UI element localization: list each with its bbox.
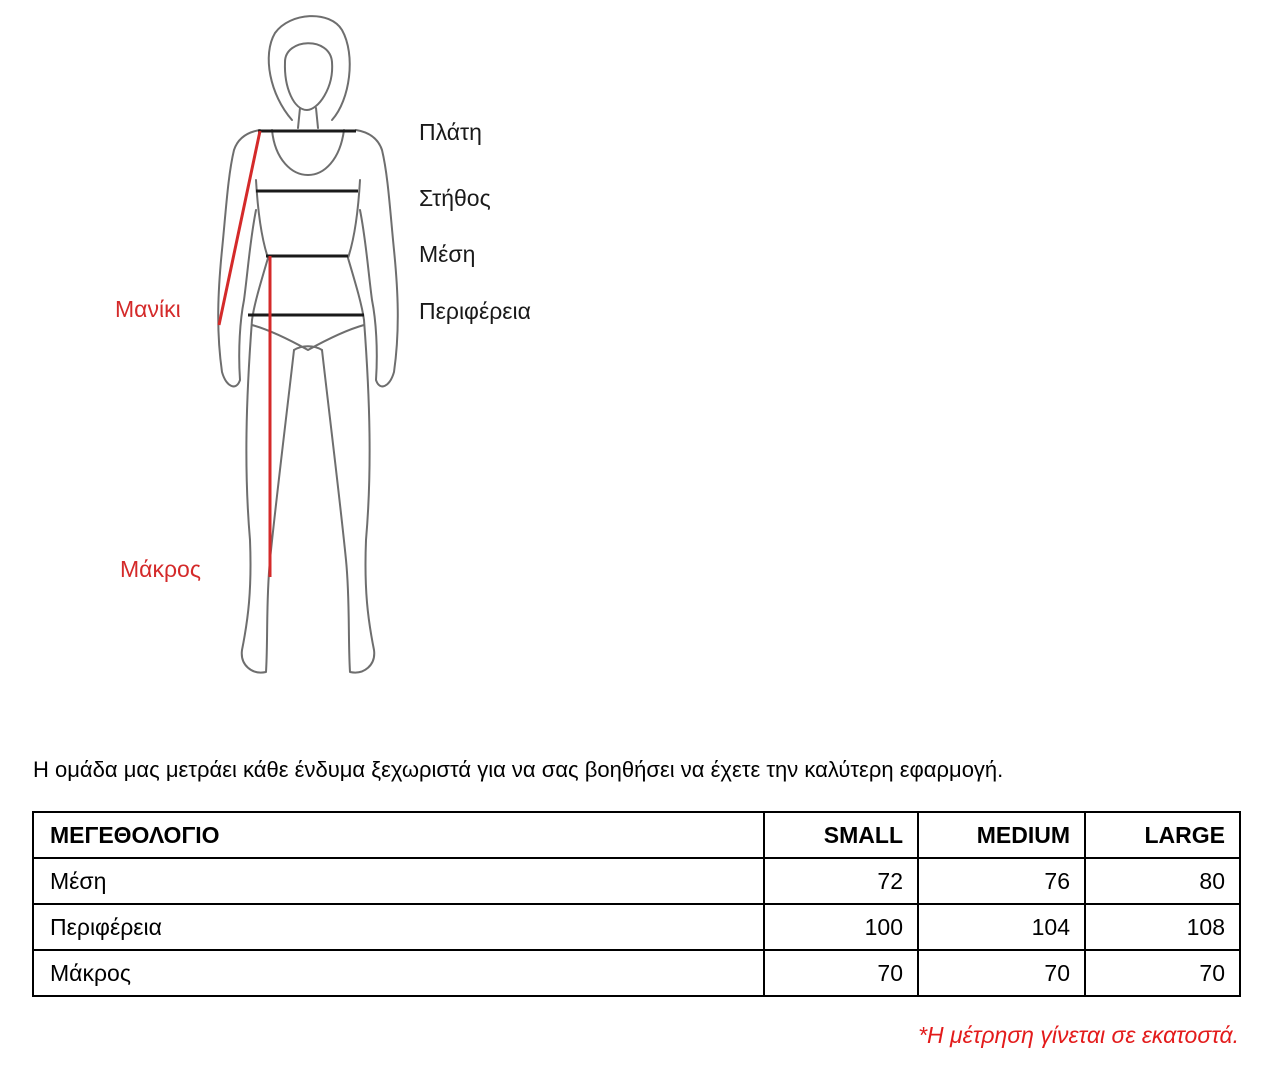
table-row (33, 858, 1240, 904)
cell-large: 70 (1085, 950, 1240, 996)
shoulder-label: Πλάτη (419, 119, 482, 145)
row-label: Μάκρος (33, 950, 764, 996)
header-size-chart: ΜΕΓΕΘΟΛΟΓΙΟ (33, 812, 764, 858)
row-label: Μέση (33, 858, 764, 904)
header-medium: MEDIUM (918, 812, 1085, 858)
hips-label: Περιφέρεια (419, 298, 531, 324)
row-label: Περιφέρεια (33, 904, 764, 950)
header-small: SMALL (764, 812, 918, 858)
cell-small: 72 (764, 858, 918, 904)
footnote-note: *Η μέτρηση γίνεται σε εκατοστά. (918, 1022, 1239, 1048)
table-row (33, 950, 1240, 996)
size-chart-table (32, 811, 1241, 997)
cell-small: 70 (764, 950, 918, 996)
waist-label: Μέση (419, 241, 476, 267)
length-label: Μάκρος (120, 556, 201, 582)
cell-medium: 104 (918, 904, 1085, 950)
cell-small: 100 (764, 904, 918, 950)
cell-large: 108 (1085, 904, 1240, 950)
table-row (33, 904, 1240, 950)
intro-text: Η ομάδα μας μετράει κάθε ένδυμα ξεχωριστά για να σας βοηθήσει να έχετε την καλύτερη εφαρμογή. (33, 757, 1004, 782)
header-large: LARGE (1085, 812, 1240, 858)
chest-label: Στήθος (419, 185, 491, 211)
table-header-row (33, 812, 1240, 858)
sleeve-label: Μανίκι (115, 296, 181, 322)
cell-medium: 70 (918, 950, 1085, 996)
cell-medium: 76 (918, 858, 1085, 904)
body-outline (218, 16, 398, 672)
cell-large: 80 (1085, 858, 1240, 904)
body-measurement-figure (0, 0, 640, 700)
